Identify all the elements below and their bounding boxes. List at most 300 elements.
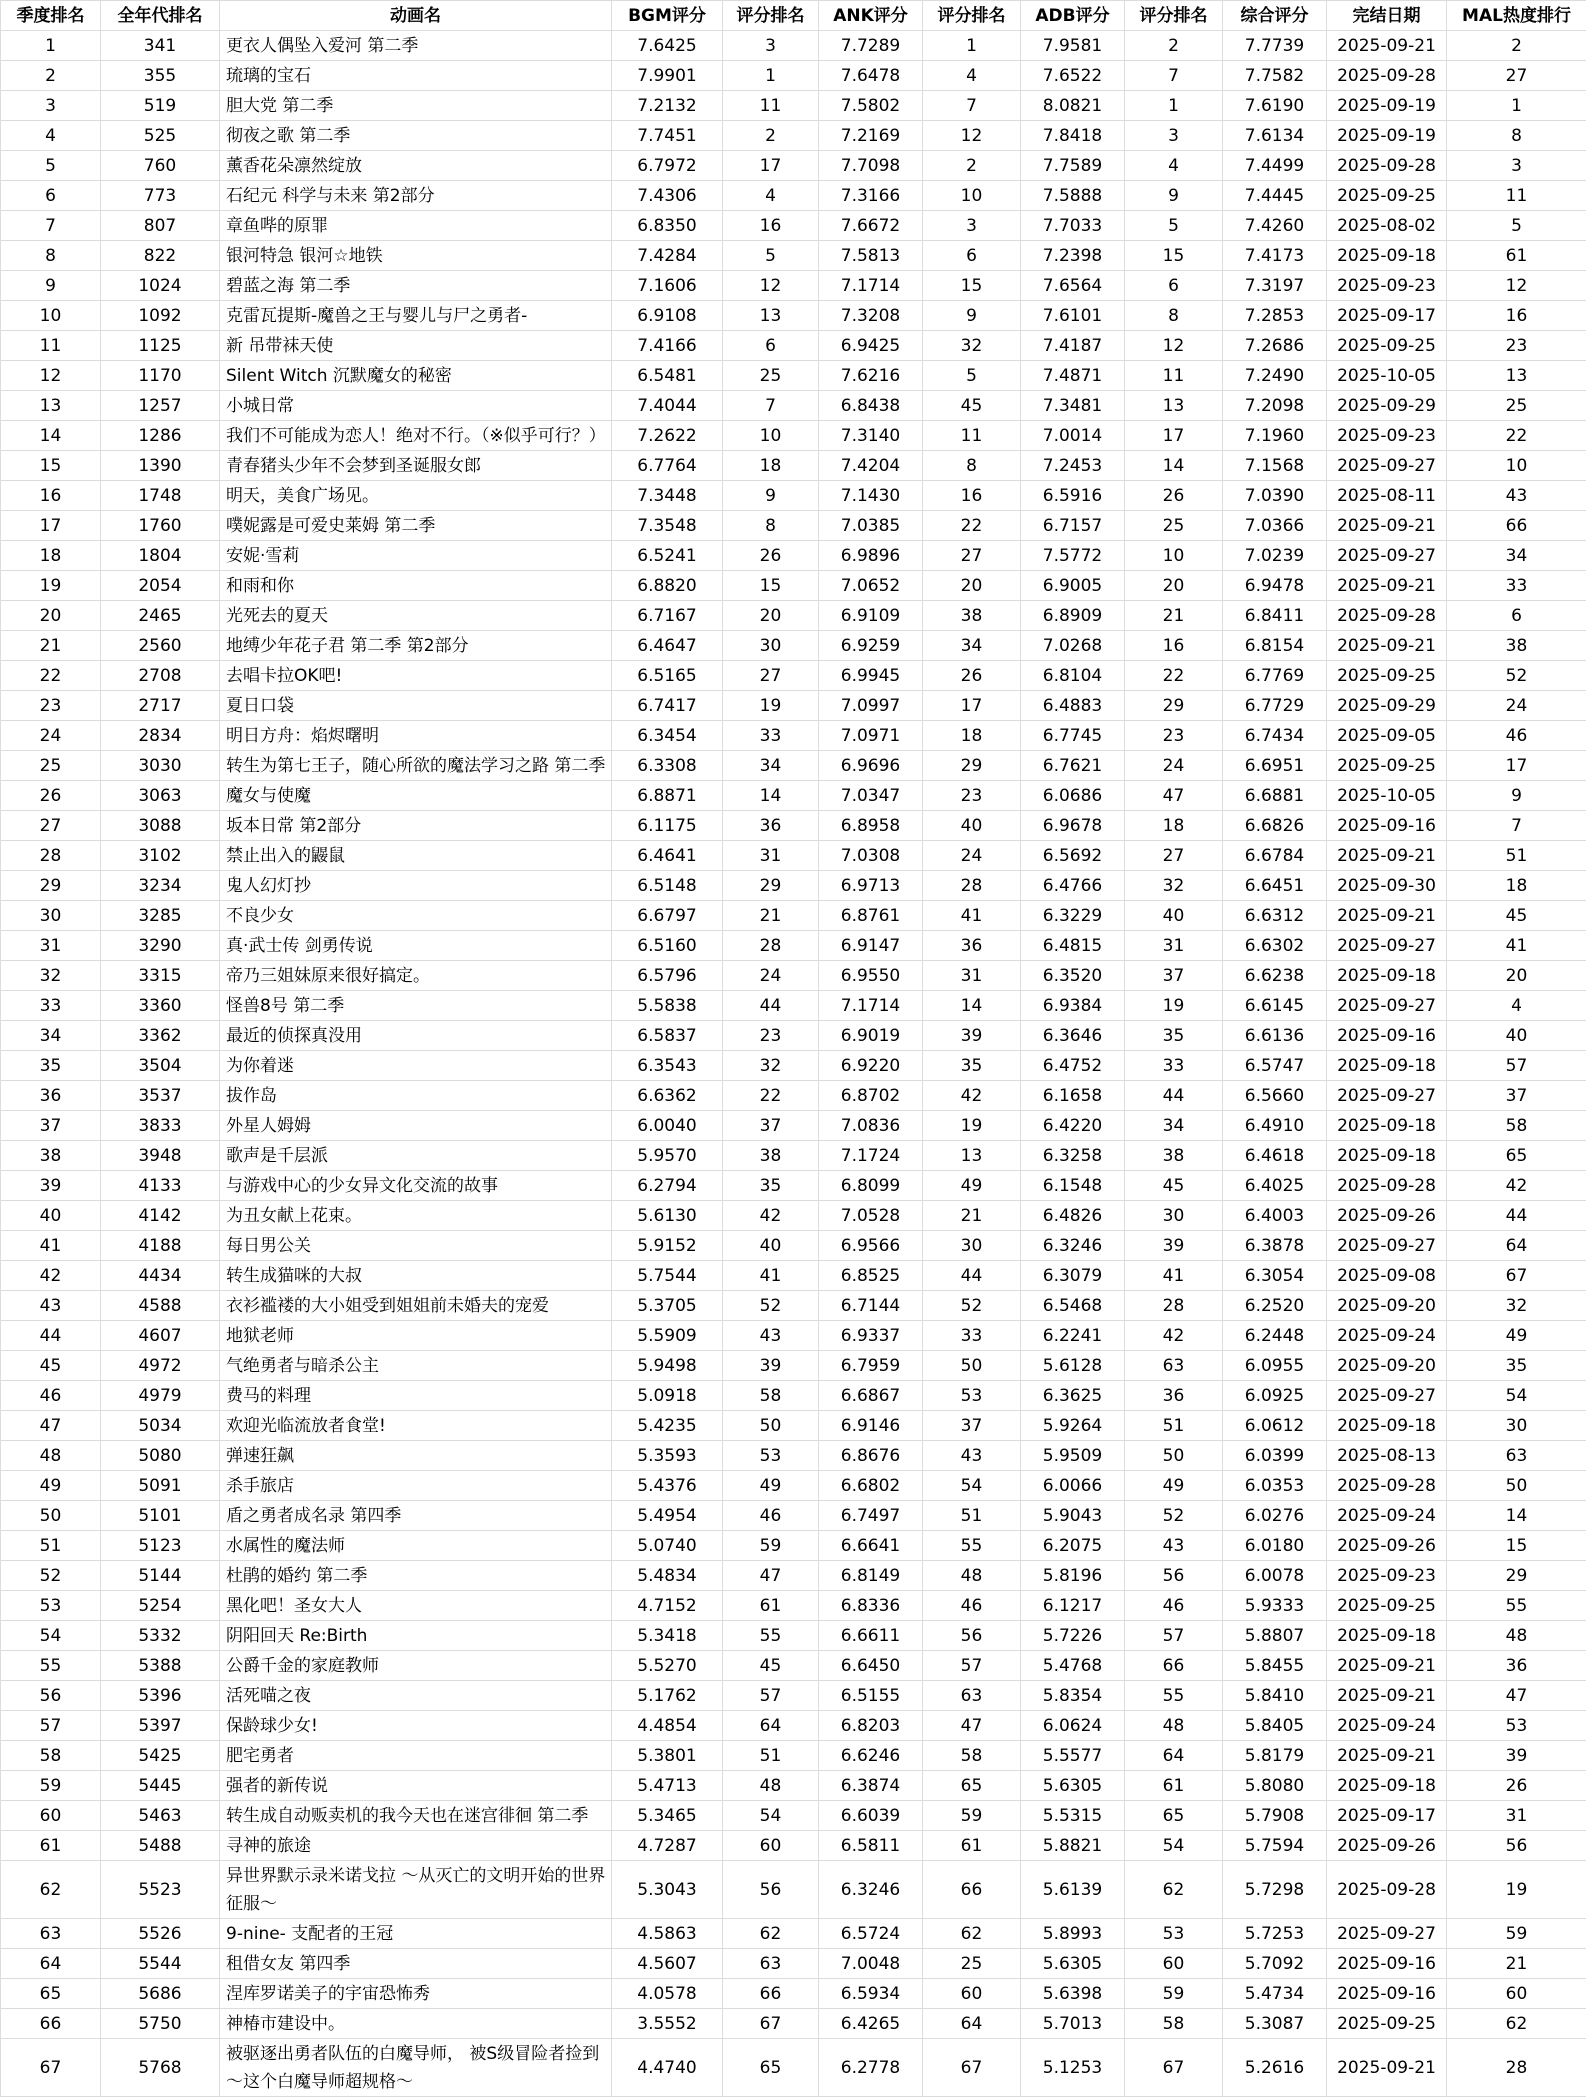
season-rank-cell: 29 (1, 871, 101, 901)
ank-rank-cell: 31 (923, 961, 1021, 991)
bgm-score-cell: 3.5552 (612, 2009, 723, 2039)
overall-score-cell: 7.2686 (1223, 331, 1327, 361)
table-row (1, 631, 1586, 661)
anime-name-cell: 与游戏中心的少女异文化交流的故事 (220, 1171, 612, 1201)
all-time-rank-cell: 5463 (101, 1801, 220, 1831)
mal-popularity-rank-cell: 6 (1447, 601, 1586, 631)
ank-rank-cell: 16 (923, 481, 1021, 511)
bgm-score-cell: 5.3801 (612, 1741, 723, 1771)
mal-popularity-rank-cell: 21 (1447, 1949, 1586, 1979)
header-ank-rank: 评分排名 (923, 1, 1021, 31)
overall-score-cell: 7.3197 (1223, 271, 1327, 301)
adb-score-cell: 6.4815 (1021, 931, 1125, 961)
ank-rank-cell: 10 (923, 181, 1021, 211)
all-time-rank-cell: 807 (101, 211, 220, 241)
adb-score-cell: 6.5468 (1021, 1291, 1125, 1321)
bgm-rank-cell: 23 (723, 1021, 819, 1051)
bgm-score-cell: 5.9570 (612, 1141, 723, 1171)
season-rank-cell: 17 (1, 511, 101, 541)
adb-rank-cell: 51 (1125, 1411, 1223, 1441)
adb-rank-cell: 12 (1125, 331, 1223, 361)
season-rank-cell: 10 (1, 301, 101, 331)
adb-rank-cell: 47 (1125, 781, 1223, 811)
adb-score-cell: 7.7589 (1021, 151, 1125, 181)
end-date-cell: 2025-09-21 (1327, 31, 1447, 61)
season-rank-cell: 60 (1, 1801, 101, 1831)
ank-score-cell: 7.7098 (819, 151, 923, 181)
bgm-rank-cell: 66 (723, 1979, 819, 2009)
bgm-rank-cell: 35 (723, 1171, 819, 1201)
anime-name-cell: 杀手旅店 (220, 1471, 612, 1501)
ank-rank-cell: 46 (923, 1591, 1021, 1621)
anime-name-cell: 不良少女 (220, 901, 612, 931)
overall-score-cell: 6.9478 (1223, 571, 1327, 601)
adb-rank-cell: 35 (1125, 1021, 1223, 1051)
adb-rank-cell: 30 (1125, 1201, 1223, 1231)
overall-score-cell: 5.8807 (1223, 1621, 1327, 1651)
adb-score-cell: 5.5577 (1021, 1741, 1125, 1771)
ank-rank-cell: 7 (923, 91, 1021, 121)
adb-rank-cell: 18 (1125, 811, 1223, 841)
bgm-score-cell: 6.3454 (612, 721, 723, 751)
end-date-cell: 2025-09-21 (1327, 1681, 1447, 1711)
all-time-rank-cell: 1748 (101, 481, 220, 511)
all-time-rank-cell: 2054 (101, 571, 220, 601)
season-rank-cell: 48 (1, 1441, 101, 1471)
table-row (1, 151, 1586, 181)
bgm-score-cell: 6.3543 (612, 1051, 723, 1081)
bgm-score-cell: 7.7451 (612, 121, 723, 151)
bgm-rank-cell: 17 (723, 151, 819, 181)
overall-score-cell: 6.6451 (1223, 871, 1327, 901)
anime-name-cell: 薰香花朵凛然绽放 (220, 151, 612, 181)
bgm-rank-cell: 15 (723, 571, 819, 601)
adb-rank-cell: 49 (1125, 1471, 1223, 1501)
bgm-rank-cell: 48 (723, 1771, 819, 1801)
all-time-rank-cell: 4588 (101, 1291, 220, 1321)
bgm-rank-cell: 37 (723, 1111, 819, 1141)
bgm-score-cell: 6.5796 (612, 961, 723, 991)
anime-name-cell: 鬼人幻灯抄 (220, 871, 612, 901)
end-date-cell: 2025-09-18 (1327, 1771, 1447, 1801)
season-rank-cell: 37 (1, 1111, 101, 1141)
adb-score-cell: 6.7157 (1021, 511, 1125, 541)
mal-popularity-rank-cell: 55 (1447, 1591, 1586, 1621)
table-row (1, 1081, 1586, 1111)
overall-score-cell: 7.6190 (1223, 91, 1327, 121)
overall-score-cell: 6.4003 (1223, 1201, 1327, 1231)
adb-rank-cell: 50 (1125, 1441, 1223, 1471)
mal-popularity-rank-cell: 38 (1447, 631, 1586, 661)
ank-score-cell: 7.6478 (819, 61, 923, 91)
adb-score-cell: 5.9264 (1021, 1411, 1125, 1441)
adb-rank-cell: 55 (1125, 1681, 1223, 1711)
bgm-score-cell: 5.4376 (612, 1471, 723, 1501)
adb-score-cell: 7.6522 (1021, 61, 1125, 91)
bgm-rank-cell: 59 (723, 1531, 819, 1561)
ank-rank-cell: 43 (923, 1441, 1021, 1471)
ank-score-cell: 7.6216 (819, 361, 923, 391)
ank-score-cell: 6.7959 (819, 1351, 923, 1381)
anime-name-cell: 公爵千金的家庭教师 (220, 1651, 612, 1681)
adb-rank-cell: 33 (1125, 1051, 1223, 1081)
overall-score-cell: 5.8405 (1223, 1711, 1327, 1741)
season-rank-cell: 63 (1, 1919, 101, 1949)
mal-popularity-rank-cell: 12 (1447, 271, 1586, 301)
season-rank-cell: 46 (1, 1381, 101, 1411)
anime-name-cell: 费马的料理 (220, 1381, 612, 1411)
adb-score-cell: 5.6305 (1021, 1949, 1125, 1979)
adb-rank-cell: 29 (1125, 691, 1223, 721)
ank-rank-cell: 14 (923, 991, 1021, 1021)
anime-name-cell: 弹速狂飙 (220, 1441, 612, 1471)
ank-rank-cell: 29 (923, 751, 1021, 781)
table-row (1, 811, 1586, 841)
all-time-rank-cell: 4979 (101, 1381, 220, 1411)
bgm-score-cell: 6.0040 (612, 1111, 723, 1141)
end-date-cell: 2025-09-18 (1327, 1621, 1447, 1651)
end-date-cell: 2025-10-05 (1327, 781, 1447, 811)
anime-name-cell: 怪兽8号 第二季 (220, 991, 612, 1021)
ank-rank-cell: 63 (923, 1681, 1021, 1711)
overall-score-cell: 5.2616 (1223, 2039, 1327, 2097)
bgm-score-cell: 6.5160 (612, 931, 723, 961)
all-time-rank-cell: 5123 (101, 1531, 220, 1561)
season-rank-cell: 50 (1, 1501, 101, 1531)
bgm-score-cell: 4.0578 (612, 1979, 723, 2009)
table-row (1, 1681, 1586, 1711)
bgm-score-cell: 6.7167 (612, 601, 723, 631)
overall-score-cell: 6.6951 (1223, 751, 1327, 781)
table-row (1, 1861, 1586, 1919)
adb-rank-cell: 26 (1125, 481, 1223, 511)
adb-rank-cell: 19 (1125, 991, 1223, 1021)
table-row (1, 1621, 1586, 1651)
bgm-rank-cell: 12 (723, 271, 819, 301)
end-date-cell: 2025-09-24 (1327, 1321, 1447, 1351)
all-time-rank-cell: 1092 (101, 301, 220, 331)
ank-rank-cell: 54 (923, 1471, 1021, 1501)
bgm-rank-cell: 45 (723, 1651, 819, 1681)
mal-popularity-rank-cell: 28 (1447, 2039, 1586, 2097)
bgm-score-cell: 5.9498 (612, 1351, 723, 1381)
mal-popularity-rank-cell: 34 (1447, 541, 1586, 571)
ank-rank-cell: 52 (923, 1291, 1021, 1321)
bgm-rank-cell: 47 (723, 1561, 819, 1591)
season-rank-cell: 13 (1, 391, 101, 421)
ank-rank-cell: 34 (923, 631, 1021, 661)
end-date-cell: 2025-09-23 (1327, 1561, 1447, 1591)
header-adb-rank: 评分排名 (1125, 1, 1223, 31)
bgm-score-cell: 5.1762 (612, 1681, 723, 1711)
ank-rank-cell: 4 (923, 61, 1021, 91)
adb-score-cell: 7.4871 (1021, 361, 1125, 391)
bgm-score-cell: 5.4834 (612, 1561, 723, 1591)
season-rank-cell: 15 (1, 451, 101, 481)
ank-score-cell: 6.5811 (819, 1831, 923, 1861)
mal-popularity-rank-cell: 66 (1447, 511, 1586, 541)
adb-rank-cell: 27 (1125, 841, 1223, 871)
ank-score-cell: 6.8525 (819, 1261, 923, 1291)
adb-score-cell: 6.1217 (1021, 1591, 1125, 1621)
overall-score-cell: 7.0366 (1223, 511, 1327, 541)
all-time-rank-cell: 2717 (101, 691, 220, 721)
end-date-cell: 2025-08-11 (1327, 481, 1447, 511)
mal-popularity-rank-cell: 56 (1447, 1831, 1586, 1861)
end-date-cell: 2025-09-17 (1327, 301, 1447, 331)
mal-popularity-rank-cell: 7 (1447, 811, 1586, 841)
bgm-rank-cell: 27 (723, 661, 819, 691)
season-rank-cell: 30 (1, 901, 101, 931)
mal-popularity-rank-cell: 36 (1447, 1651, 1586, 1681)
table-row (1, 61, 1586, 91)
season-rank-cell: 45 (1, 1351, 101, 1381)
mal-popularity-rank-cell: 26 (1447, 1771, 1586, 1801)
end-date-cell: 2025-09-20 (1327, 1291, 1447, 1321)
mal-popularity-rank-cell: 64 (1447, 1231, 1586, 1261)
bgm-score-cell: 6.2794 (612, 1171, 723, 1201)
adb-score-cell: 7.4187 (1021, 331, 1125, 361)
bgm-rank-cell: 50 (723, 1411, 819, 1441)
mal-popularity-rank-cell: 17 (1447, 751, 1586, 781)
season-rank-cell: 59 (1, 1771, 101, 1801)
mal-popularity-rank-cell: 61 (1447, 241, 1586, 271)
table-row (1, 121, 1586, 151)
ank-score-cell: 7.4204 (819, 451, 923, 481)
adb-score-cell: 5.9509 (1021, 1441, 1125, 1471)
adb-rank-cell: 39 (1125, 1231, 1223, 1261)
overall-score-cell: 7.4499 (1223, 151, 1327, 181)
adb-rank-cell: 56 (1125, 1561, 1223, 1591)
anime-name-cell: 租借女友 第四季 (220, 1949, 612, 1979)
bgm-score-cell: 6.5241 (612, 541, 723, 571)
all-time-rank-cell: 525 (101, 121, 220, 151)
adb-score-cell: 7.8418 (1021, 121, 1125, 151)
bgm-rank-cell: 58 (723, 1381, 819, 1411)
adb-rank-cell: 42 (1125, 1321, 1223, 1351)
overall-score-cell: 6.5660 (1223, 1081, 1327, 1111)
adb-score-cell: 6.4220 (1021, 1111, 1125, 1141)
anime-name-cell: 地缚少年花子君 第二季 第2部分 (220, 631, 612, 661)
ank-rank-cell: 61 (923, 1831, 1021, 1861)
ank-rank-cell: 45 (923, 391, 1021, 421)
overall-score-cell: 6.0353 (1223, 1471, 1327, 1501)
mal-popularity-rank-cell: 1 (1447, 91, 1586, 121)
ank-score-cell: 7.0836 (819, 1111, 923, 1141)
all-time-rank-cell: 1125 (101, 331, 220, 361)
all-time-rank-cell: 1286 (101, 421, 220, 451)
ank-rank-cell: 12 (923, 121, 1021, 151)
adb-score-cell: 7.9581 (1021, 31, 1125, 61)
season-rank-cell: 52 (1, 1561, 101, 1591)
adb-score-cell: 6.8909 (1021, 601, 1125, 631)
all-time-rank-cell: 4188 (101, 1231, 220, 1261)
all-time-rank-cell: 3833 (101, 1111, 220, 1141)
ank-score-cell: 7.0528 (819, 1201, 923, 1231)
bgm-score-cell: 6.7417 (612, 691, 723, 721)
overall-score-cell: 7.2490 (1223, 361, 1327, 391)
all-time-rank-cell: 341 (101, 31, 220, 61)
adb-score-cell: 6.2241 (1021, 1321, 1125, 1351)
overall-score-cell: 7.1568 (1223, 451, 1327, 481)
bgm-score-cell: 5.3593 (612, 1441, 723, 1471)
bgm-score-cell: 6.8350 (612, 211, 723, 241)
table-row (1, 1291, 1586, 1321)
bgm-score-cell: 5.3465 (612, 1801, 723, 1831)
bgm-rank-cell: 55 (723, 1621, 819, 1651)
adb-score-cell: 6.0624 (1021, 1711, 1125, 1741)
anime-name-cell: 碧蓝之海 第二季 (220, 271, 612, 301)
end-date-cell: 2025-09-27 (1327, 1231, 1447, 1261)
season-rank-cell: 27 (1, 811, 101, 841)
ank-score-cell: 6.6867 (819, 1381, 923, 1411)
adb-rank-cell: 4 (1125, 151, 1223, 181)
table-row (1, 2009, 1586, 2039)
adb-rank-cell: 17 (1125, 421, 1223, 451)
season-rank-cell: 39 (1, 1171, 101, 1201)
mal-popularity-rank-cell: 54 (1447, 1381, 1586, 1411)
ank-rank-cell: 28 (923, 871, 1021, 901)
header-bgm-rank: 评分排名 (723, 1, 819, 31)
anime-name-cell: 杜鹃的婚约 第二季 (220, 1561, 612, 1591)
ank-score-cell: 6.4265 (819, 2009, 923, 2039)
table-row (1, 241, 1586, 271)
adb-score-cell: 7.3481 (1021, 391, 1125, 421)
adb-score-cell: 7.0014 (1021, 421, 1125, 451)
bgm-score-cell: 7.4044 (612, 391, 723, 421)
adb-score-cell: 5.8993 (1021, 1919, 1125, 1949)
ank-score-cell: 6.9019 (819, 1021, 923, 1051)
ank-score-cell: 7.5813 (819, 241, 923, 271)
season-rank-cell: 36 (1, 1081, 101, 1111)
table-row (1, 1441, 1586, 1471)
ank-score-cell: 6.2778 (819, 2039, 923, 2097)
all-time-rank-cell: 4133 (101, 1171, 220, 1201)
table-body (1, 31, 1586, 2097)
end-date-cell: 2025-09-28 (1327, 601, 1447, 631)
ank-score-cell: 7.3140 (819, 421, 923, 451)
anime-name-cell: 坂本日常 第2部分 (220, 811, 612, 841)
anime-name-cell: 彻夜之歌 第二季 (220, 121, 612, 151)
overall-score-cell: 6.4025 (1223, 1171, 1327, 1201)
ank-score-cell: 7.0997 (819, 691, 923, 721)
mal-popularity-rank-cell: 22 (1447, 421, 1586, 451)
ank-rank-cell: 19 (923, 1111, 1021, 1141)
end-date-cell: 2025-09-21 (1327, 631, 1447, 661)
bgm-rank-cell: 25 (723, 361, 819, 391)
table-row (1, 331, 1586, 361)
bgm-score-cell: 5.5270 (612, 1651, 723, 1681)
all-time-rank-cell: 3063 (101, 781, 220, 811)
overall-score-cell: 5.8410 (1223, 1681, 1327, 1711)
bgm-rank-cell: 18 (723, 451, 819, 481)
table-row (1, 1141, 1586, 1171)
anime-name-cell: 转生成猫咪的大叔 (220, 1261, 612, 1291)
mal-popularity-rank-cell: 37 (1447, 1081, 1586, 1111)
ank-score-cell: 6.9109 (819, 601, 923, 631)
mal-popularity-rank-cell: 59 (1447, 1919, 1586, 1949)
end-date-cell: 2025-09-26 (1327, 1201, 1447, 1231)
ank-score-cell: 7.0308 (819, 841, 923, 871)
bgm-score-cell: 5.9152 (612, 1231, 723, 1261)
table-row (1, 1711, 1586, 1741)
table-row (1, 1831, 1586, 1861)
adb-score-cell: 7.0268 (1021, 631, 1125, 661)
ank-score-cell: 6.6039 (819, 1801, 923, 1831)
ank-rank-cell: 11 (923, 421, 1021, 451)
anime-name-cell: 魔女与使魔 (220, 781, 612, 811)
all-time-rank-cell: 2465 (101, 601, 220, 631)
season-rank-cell: 49 (1, 1471, 101, 1501)
bgm-rank-cell: 52 (723, 1291, 819, 1321)
anime-name-cell: 地狱老师 (220, 1321, 612, 1351)
adb-score-cell: 7.7033 (1021, 211, 1125, 241)
end-date-cell: 2025-09-28 (1327, 61, 1447, 91)
bgm-score-cell: 4.4740 (612, 2039, 723, 2097)
ank-score-cell: 6.5724 (819, 1919, 923, 1949)
season-rank-cell: 67 (1, 2039, 101, 2097)
end-date-cell: 2025-09-18 (1327, 1051, 1447, 1081)
mal-popularity-rank-cell: 13 (1447, 361, 1586, 391)
adb-score-cell: 7.2453 (1021, 451, 1125, 481)
bgm-rank-cell: 9 (723, 481, 819, 511)
header-bgm-score: BGM评分 (612, 1, 723, 31)
adb-score-cell: 6.0066 (1021, 1471, 1125, 1501)
ank-score-cell: 7.1714 (819, 991, 923, 1021)
overall-score-cell: 6.6826 (1223, 811, 1327, 841)
mal-popularity-rank-cell: 45 (1447, 901, 1586, 931)
end-date-cell: 2025-09-21 (1327, 2039, 1447, 2097)
season-rank-cell: 54 (1, 1621, 101, 1651)
anime-name-cell: Silent Witch 沉默魔女的秘密 (220, 361, 612, 391)
overall-score-cell: 6.8411 (1223, 601, 1327, 631)
adb-score-cell: 6.4766 (1021, 871, 1125, 901)
bgm-rank-cell: 16 (723, 211, 819, 241)
overall-score-cell: 7.7582 (1223, 61, 1327, 91)
end-date-cell: 2025-09-26 (1327, 1531, 1447, 1561)
table-row (1, 1201, 1586, 1231)
bgm-score-cell: 5.0918 (612, 1381, 723, 1411)
bgm-score-cell: 5.3705 (612, 1291, 723, 1321)
table-row (1, 2039, 1586, 2097)
end-date-cell: 2025-09-28 (1327, 151, 1447, 181)
anime-name-cell: 拔作岛 (220, 1081, 612, 1111)
table-row (1, 961, 1586, 991)
bgm-score-cell: 6.8820 (612, 571, 723, 601)
ank-rank-cell: 56 (923, 1621, 1021, 1651)
overall-score-cell: 7.6134 (1223, 121, 1327, 151)
bgm-rank-cell: 3 (723, 31, 819, 61)
end-date-cell: 2025-09-25 (1327, 2009, 1447, 2039)
season-rank-cell: 23 (1, 691, 101, 721)
season-rank-cell: 12 (1, 361, 101, 391)
all-time-rank-cell: 5254 (101, 1591, 220, 1621)
end-date-cell: 2025-09-30 (1327, 871, 1447, 901)
mal-popularity-rank-cell: 24 (1447, 691, 1586, 721)
adb-score-cell: 6.3258 (1021, 1141, 1125, 1171)
overall-score-cell: 6.0399 (1223, 1441, 1327, 1471)
anime-name-cell: 新 吊带袜天使 (220, 331, 612, 361)
ank-rank-cell: 2 (923, 151, 1021, 181)
mal-popularity-rank-cell: 25 (1447, 391, 1586, 421)
season-rank-cell: 3 (1, 91, 101, 121)
table-row (1, 361, 1586, 391)
table-row (1, 1261, 1586, 1291)
overall-score-cell: 6.6784 (1223, 841, 1327, 871)
table-row (1, 1501, 1586, 1531)
all-time-rank-cell: 773 (101, 181, 220, 211)
overall-score-cell: 6.7769 (1223, 661, 1327, 691)
